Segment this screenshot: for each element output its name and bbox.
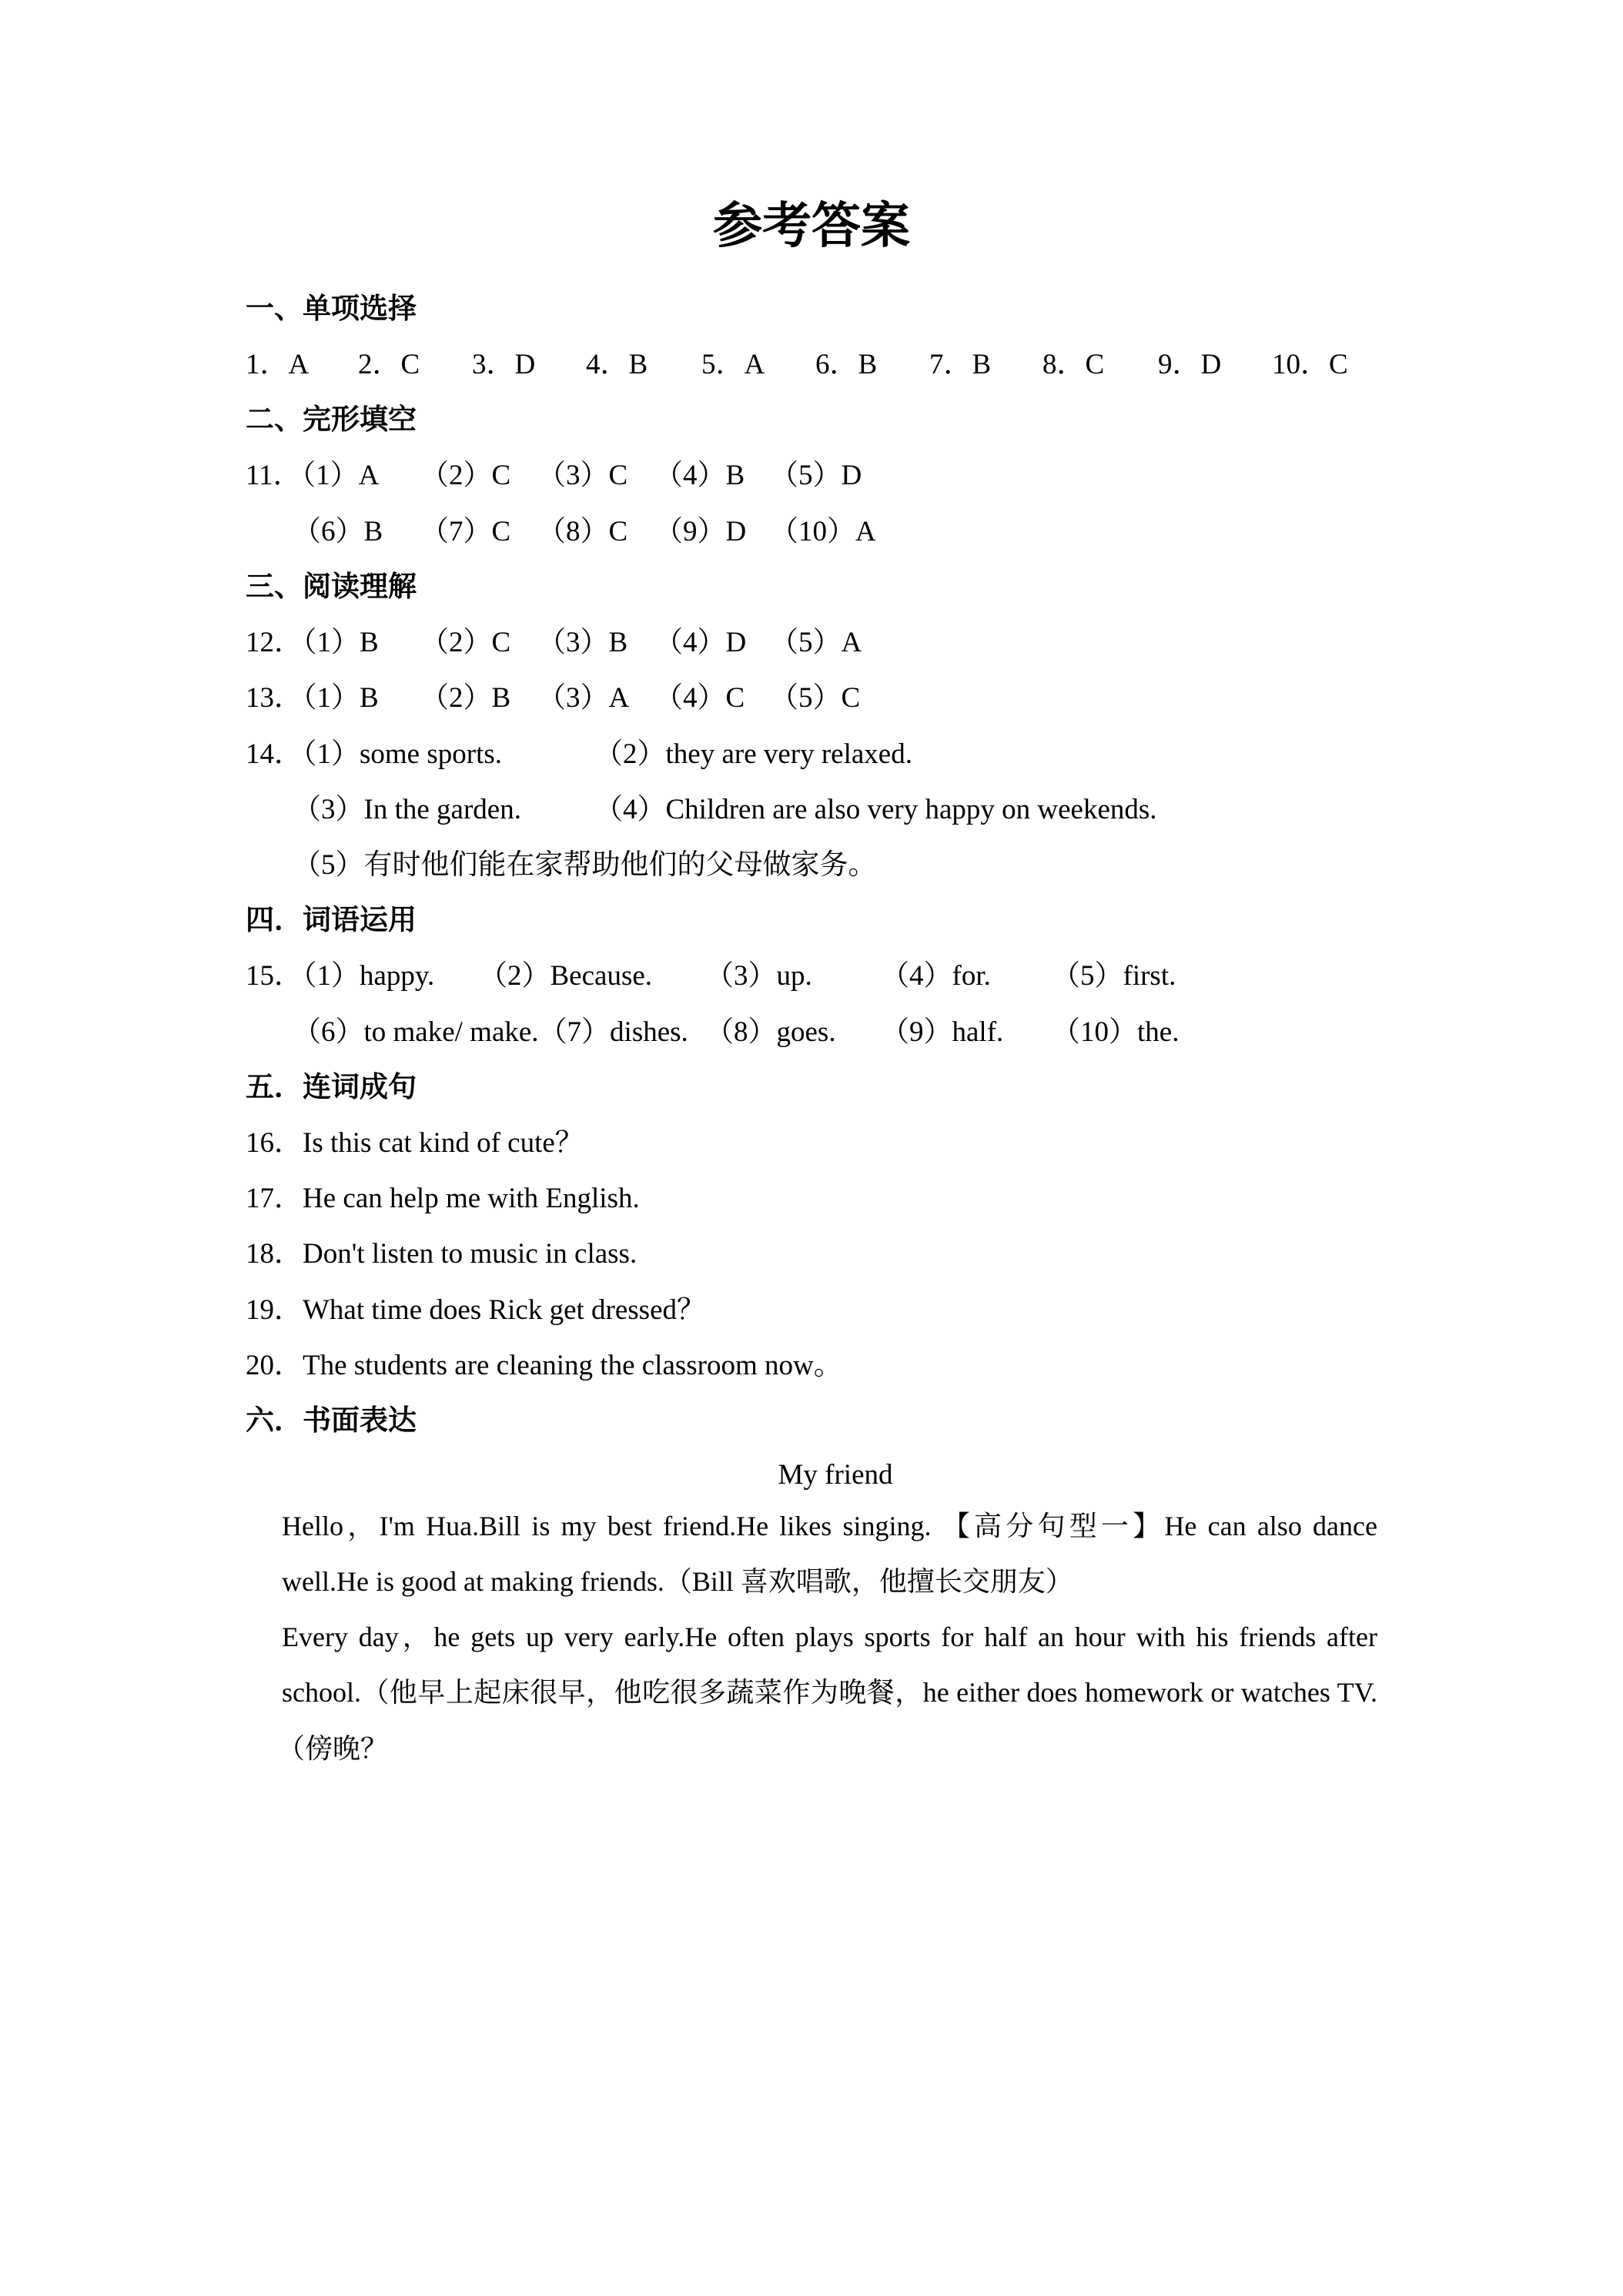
- reading-answer-row: [0, 782, 1623, 838]
- answer-item: 4．B: [586, 349, 648, 380]
- answer-item: （2）Because.: [479, 960, 653, 992]
- answer-item: （7）C: [420, 516, 511, 547]
- answer-item: 15．（1）happy.: [246, 960, 435, 992]
- answer-item: （4）D: [654, 627, 747, 658]
- section-heading-single-choice: 一、单项选择: [246, 293, 417, 325]
- answer-item: （5）D: [770, 460, 862, 491]
- answer-item: 2．C: [358, 349, 420, 380]
- answer-item: （2）they are very relaxed.: [594, 738, 912, 770]
- section-heading-writing: 六．书面表达: [246, 1405, 417, 1437]
- answer-item: （5）first.: [1052, 960, 1176, 992]
- section-heading-reading: 三、阅读理解: [246, 571, 417, 603]
- answer-item: （7）dishes.: [538, 1016, 688, 1048]
- word-use-answer-row: [0, 1005, 1623, 1060]
- sentence-answer: 16．Is this cat kind of cute？: [246, 1127, 584, 1159]
- answer-item: （4）C: [654, 682, 745, 714]
- answer-item: （6）B: [293, 516, 383, 547]
- answer-item: 14．（1）some sports.: [246, 738, 502, 770]
- essay-line: Hello，I'm Hua.Bill is my best friend.He likes singing. 【高分句型一】He can also dance: [282, 1511, 1377, 1541]
- reading-answer-row: [0, 838, 1623, 893]
- sentence-answer: 18．Don't listen to music in class.: [246, 1238, 637, 1270]
- answer-item: （3）up.: [705, 960, 812, 992]
- answer-item: （8）goes.: [705, 1016, 836, 1048]
- answer-item: （2）C: [420, 460, 511, 491]
- answer-item: 7．B: [929, 349, 992, 380]
- sentence-answer: 20．The students are cleaning the classroom now。: [246, 1350, 842, 1381]
- essay-line: school.（他早上起床很早，他吃很多蔬菜作为晚餐，he either does homework or watches TV.: [282, 1677, 1377, 1708]
- reading-answer-row: [0, 727, 1623, 782]
- answer-item: （4）B: [654, 460, 745, 491]
- reading-answer-row: [0, 671, 1623, 726]
- cloze-answer-row: [0, 448, 1623, 504]
- answer-item: 3．D: [472, 349, 536, 380]
- answer-item: （3）C: [537, 460, 628, 491]
- answer-item: （6）to make/ make.: [293, 1016, 539, 1048]
- section-heading-sentences: 五．连词成句: [246, 1072, 417, 1103]
- reading-answer-row: [0, 615, 1623, 671]
- answer-item: （9）half.: [881, 1016, 1004, 1048]
- cloze-answer-row: [0, 504, 1623, 560]
- sentence-answer: 19．What time does Rick get dressed？: [246, 1294, 706, 1326]
- essay-line: （傍晚？: [277, 1733, 389, 1764]
- answer-item: 6．B: [815, 349, 878, 380]
- answer-item: （4）for.: [881, 960, 991, 992]
- essay-line: Every day，he gets up very early.He often plays sports for half an hour with his friends after: [282, 1622, 1377, 1652]
- answer-item: （10）the.: [1052, 1016, 1180, 1048]
- single-choice-answer-row: [0, 337, 1623, 393]
- sentence-answer: 17．He can help me with English.: [246, 1183, 640, 1214]
- answer-item: （5）A: [770, 627, 862, 658]
- answer-item: （4）Children are also very happy on weekends.: [594, 794, 1157, 825]
- answer-item: 1．A: [246, 349, 310, 380]
- answer-item: 13．（1）B: [246, 682, 379, 714]
- word-use-answer-row: [0, 949, 1623, 1004]
- essay-line: well.He is good at making friends.（Bill 喜欢唱歌，他擅长交朋友）: [282, 1566, 1073, 1597]
- answer-item: （5）有时他们能在家帮助他们的父母做家务。: [293, 849, 877, 881]
- answer-item: （3）B: [537, 627, 628, 658]
- answer-item: 11．（1）A: [246, 460, 380, 491]
- essay-title: My friend: [778, 1459, 893, 1491]
- answer-item: （5）C: [770, 682, 861, 714]
- answer-item: 8．C: [1042, 349, 1105, 380]
- answer-item: 12．（1）B: [246, 627, 379, 658]
- answer-item-group: [293, 1005, 688, 1060]
- answer-item: （10）A: [770, 516, 876, 547]
- answer-item: 5．A: [701, 349, 765, 380]
- answer-item: （3）A: [537, 682, 630, 714]
- answer-item: 10．C: [1272, 349, 1348, 380]
- section-heading-word-use: 四．词语运用: [246, 905, 417, 936]
- answer-item: （8）C: [537, 516, 628, 547]
- answer-item: （9）D: [654, 516, 747, 547]
- page-title: 参考答案: [713, 199, 910, 253]
- section-heading-cloze: 二、完形填空: [246, 404, 417, 436]
- answer-item: 9．D: [1158, 349, 1222, 380]
- answer-item: （3）In the garden.: [293, 794, 521, 825]
- answer-item: （2）C: [420, 627, 511, 658]
- answer-item: （2）B: [420, 682, 511, 714]
